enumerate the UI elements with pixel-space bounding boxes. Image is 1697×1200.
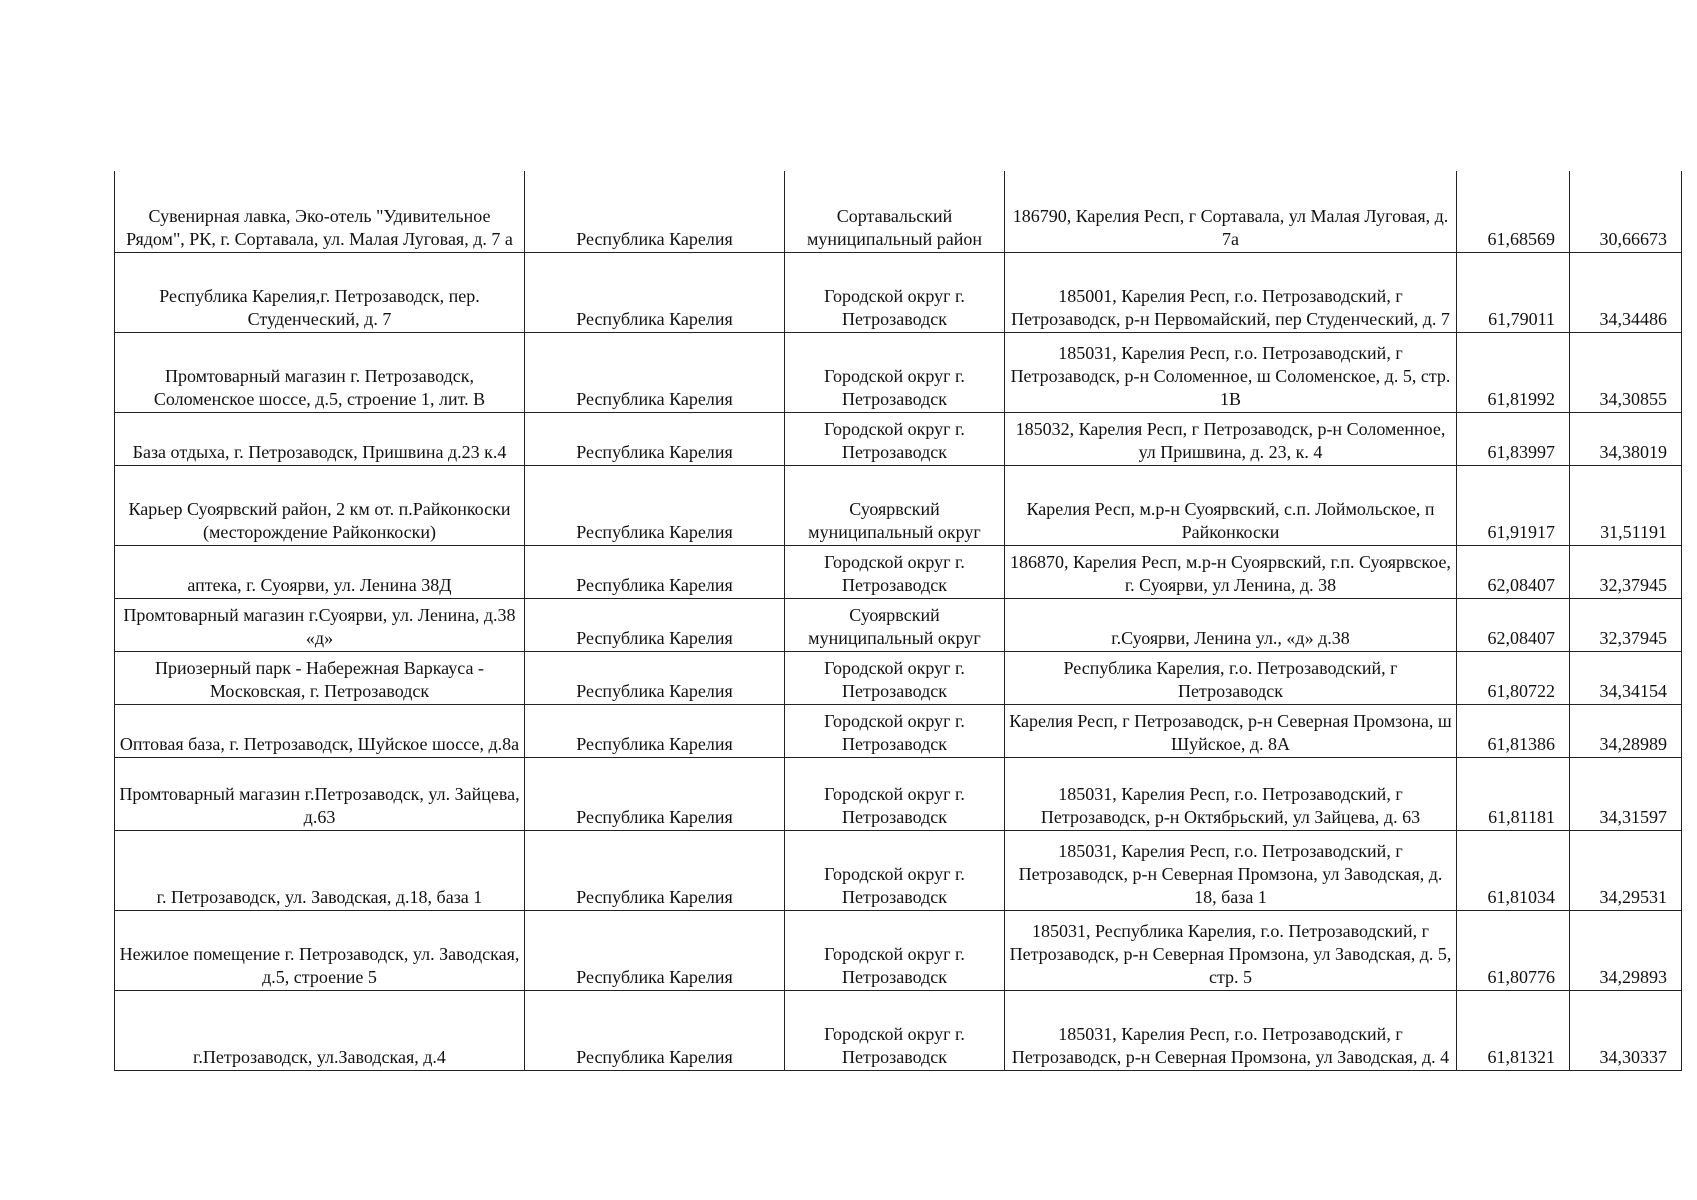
cell-municipality: Городской округ г. Петрозаводск — [785, 990, 1005, 1070]
cell-address: 185001, Карелия Респ, г.о. Петрозаводский, г Петрозаводск, р-н Первомайский, пер Студенческий, д. 7 — [1005, 252, 1457, 332]
cell-latitude: 61,91917 — [1457, 465, 1570, 545]
cell-municipality: Городской округ г. Петрозаводск — [785, 252, 1005, 332]
cell-municipality: Городской округ г. Петрозаводск — [785, 651, 1005, 704]
cell-latitude: 61,83997 — [1457, 412, 1570, 465]
cell-longitude: 34,28989 — [1570, 704, 1682, 757]
cell-municipality: Суоярвский муниципальный округ — [785, 465, 1005, 545]
cell-latitude: 61,81181 — [1457, 757, 1570, 830]
cell-longitude: 32,37945 — [1570, 598, 1682, 651]
table-row — [115, 252, 1682, 332]
cell-address: 185031, Карелия Респ, г.о. Петрозаводский, г Петрозаводск, р-н Северная Промзона, ул Заводская, д. 18, база 1 — [1005, 830, 1457, 910]
cell-address: 185031, Карелия Респ, г.о. Петрозаводский, г Петрозаводск, р-н Октябрьский, ул Зайцева, д. 63 — [1005, 757, 1457, 830]
cell-object-name: аптека, г. Суоярви, ул. Ленина 38Д — [115, 545, 525, 598]
table-row — [115, 465, 1682, 545]
cell-longitude: 34,29893 — [1570, 910, 1682, 990]
cell-address: 185032, Карелия Респ, г Петрозаводск, р-н Соломенное, ул Пришвина, д. 23, к. 4 — [1005, 412, 1457, 465]
table-row — [115, 412, 1682, 465]
cell-municipality: Суоярвский муниципальный округ — [785, 598, 1005, 651]
cell-latitude: 61,81321 — [1457, 990, 1570, 1070]
cell-region: Республика Карелия — [525, 704, 785, 757]
table-row — [115, 990, 1682, 1070]
cell-longitude: 34,34154 — [1570, 651, 1682, 704]
cell-object-name: г. Петрозаводск, ул. Заводская, д.18, база 1 — [115, 830, 525, 910]
table-row — [115, 910, 1682, 990]
cell-longitude: 34,30337 — [1570, 990, 1682, 1070]
cell-municipality: Городской округ г. Петрозаводск — [785, 704, 1005, 757]
cell-object-name: Республика Карелия,г. Петрозаводск, пер. Студенческий, д. 7 — [115, 252, 525, 332]
cell-longitude: 31,51191 — [1570, 465, 1682, 545]
cell-address: 185031, Республика Карелия, г.о. Петрозаводский, г Петрозаводск, р-н Северная Промзона, ул Заводская, д. 5, стр. 5 — [1005, 910, 1457, 990]
table-row — [115, 598, 1682, 651]
cell-region: Республика Карелия — [525, 332, 785, 412]
cell-object-name: Нежилое помещение г. Петрозаводск, ул. Заводская, д.5, строение 5 — [115, 910, 525, 990]
cell-latitude: 62,08407 — [1457, 598, 1570, 651]
cell-object-name: Промтоварный магазин г.Суоярви, ул. Ленина, д.38 «д» — [115, 598, 525, 651]
cell-address: Карелия Респ, г Петрозаводск, р-н Северная Промзона, ш Шуйское, д. 8А — [1005, 704, 1457, 757]
cell-municipality: Городской округ г. Петрозаводск — [785, 757, 1005, 830]
cell-region: Республика Карелия — [525, 830, 785, 910]
cell-longitude: 34,38019 — [1570, 412, 1682, 465]
cell-latitude: 61,80722 — [1457, 651, 1570, 704]
cell-object-name: Карьер Суоярвский район, 2 км от. п.Райконкоски (месторождение Райконкоски) — [115, 465, 525, 545]
cell-latitude: 61,81034 — [1457, 830, 1570, 910]
cell-municipality: Городской округ г. Петрозаводск — [785, 545, 1005, 598]
table-row — [115, 332, 1682, 412]
cell-longitude: 34,31597 — [1570, 757, 1682, 830]
table-row — [115, 171, 1682, 252]
cell-address: 185031, Карелия Респ, г.о. Петрозаводский, г Петрозаводск, р-н Северная Промзона, ул Заводская, д. 4 — [1005, 990, 1457, 1070]
cell-region: Республика Карелия — [525, 465, 785, 545]
cell-latitude: 61,79011 — [1457, 252, 1570, 332]
cell-address: г.Суоярви, Ленина ул., «д» д.38 — [1005, 598, 1457, 651]
cell-address: Карелия Респ, м.р-н Суоярвский, с.п. Лоймольское, п Райконкоски — [1005, 465, 1457, 545]
cell-object-name: Промтоварный магазин г.Петрозаводск, ул. Зайцева, д.63 — [115, 757, 525, 830]
cell-longitude: 34,30855 — [1570, 332, 1682, 412]
cell-region: Республика Карелия — [525, 757, 785, 830]
cell-object-name: г.Петрозаводск, ул.Заводская, д.4 — [115, 990, 525, 1070]
cell-object-name: Оптовая база, г. Петрозаводск, Шуйское шоссе, д.8а — [115, 704, 525, 757]
cell-object-name: Приозерный парк - Набережная Варкауса - Московская, г. Петрозаводск — [115, 651, 525, 704]
cell-latitude: 62,08407 — [1457, 545, 1570, 598]
cell-longitude: 34,34486 — [1570, 252, 1682, 332]
cell-latitude: 61,81386 — [1457, 704, 1570, 757]
cell-region: Республика Карелия — [525, 412, 785, 465]
cell-object-name: Сувенирная лавка, Эко-отель "Удивительное Рядом", РК, г. Сортавала, ул. Малая Луговая, д. 7 а — [115, 171, 525, 252]
cell-municipality: Сортавальский муниципальный район — [785, 171, 1005, 252]
cell-region: Республика Карелия — [525, 651, 785, 704]
cell-address: 185031, Карелия Респ, г.о. Петрозаводский, г Петрозаводск, р-н Соломенное, ш Соломенское, д. 5, стр. 1В — [1005, 332, 1457, 412]
table-row — [115, 757, 1682, 830]
cell-region: Республика Карелия — [525, 990, 785, 1070]
cell-municipality: Городской округ г. Петрозаводск — [785, 830, 1005, 910]
cell-latitude: 61,81992 — [1457, 332, 1570, 412]
cell-region: Республика Карелия — [525, 545, 785, 598]
cell-municipality: Городской округ г. Петрозаводск — [785, 910, 1005, 990]
cell-object-name: База отдыха, г. Петрозаводск, Пришвина д.23 к.4 — [115, 412, 525, 465]
cell-region: Республика Карелия — [525, 171, 785, 252]
cell-municipality: Городской округ г. Петрозаводск — [785, 332, 1005, 412]
cell-longitude: 34,29531 — [1570, 830, 1682, 910]
cell-object-name: Промтоварный магазин г. Петрозаводск, Соломенское шоссе, д.5, строение 1, лит. В — [115, 332, 525, 412]
cell-region: Республика Карелия — [525, 252, 785, 332]
cell-address: 186790, Карелия Респ, г Сортавала, ул Малая Луговая, д. 7а — [1005, 171, 1457, 252]
cell-region: Республика Карелия — [525, 598, 785, 651]
cell-longitude: 32,37945 — [1570, 545, 1682, 598]
cell-region: Республика Карелия — [525, 910, 785, 990]
table-row — [115, 704, 1682, 757]
cell-municipality: Городской округ г. Петрозаводск — [785, 412, 1005, 465]
locations-table — [114, 171, 1682, 1071]
cell-longitude: 30,66673 — [1570, 171, 1682, 252]
table-row — [115, 830, 1682, 910]
cell-latitude: 61,68569 — [1457, 171, 1570, 252]
table-body — [115, 171, 1682, 1070]
table-row — [115, 651, 1682, 704]
cell-address: Республика Карелия, г.о. Петрозаводский, г Петрозаводск — [1005, 651, 1457, 704]
table-row — [115, 545, 1682, 598]
cell-address: 186870, Карелия Респ, м.р-н Суоярвский, г.п. Суоярвское, г. Суоярви, ул Ленина, д. 38 — [1005, 545, 1457, 598]
cell-latitude: 61,80776 — [1457, 910, 1570, 990]
